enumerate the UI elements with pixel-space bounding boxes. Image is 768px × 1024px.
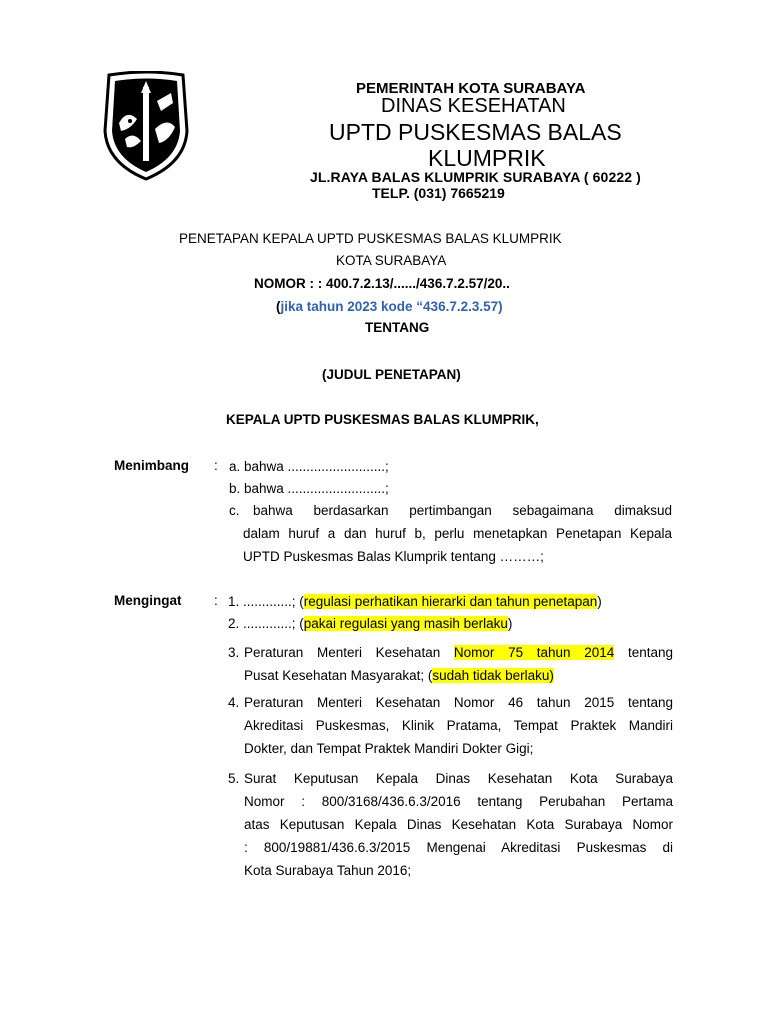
item-4-line: Akreditasi Puskesmas, Klinik Pratama, Tempat Praktek Mandiri [244, 718, 673, 733]
title-kepala: KEPALA UPTD PUSKESMAS BALAS KLUMPRIK, [226, 412, 539, 427]
item-3-highlight: Nomor 75 tahun 2014 [453, 645, 615, 660]
mengingat-colon: : [214, 593, 218, 608]
item-1-highlight: regulasi perhatikan hierarki dan tahun penetapan [303, 594, 598, 609]
mengingat-label: Mengingat [114, 593, 182, 608]
item-5-line: Surat Keputusan Kepala Dinas Kesehatan Kota Surabaya [244, 771, 673, 786]
mengingat-item-3-num: 3. [228, 645, 240, 660]
item-3-line-1 [244, 641, 673, 664]
item-5-line: Kota Surabaya Tahun 2016; [244, 863, 412, 878]
item-2-prefix: 2. .............; ( [228, 616, 304, 631]
mengingat-item-3 [244, 641, 673, 687]
item-3-highlight-2: sudah tidak berlaku) [432, 668, 554, 683]
mengingat-item-4-num: 4. [228, 695, 240, 710]
item-3-text-c: Pusat Kesehatan Masyarakat; ( [244, 668, 433, 683]
menimbang-c-line: bahwa berdasarkan pertimbangan sebagaimana dimaksud [253, 503, 672, 518]
item-3-line-2 [244, 664, 673, 687]
item-1-prefix: 1. .............; ( [228, 594, 304, 609]
mengingat-item-1 [228, 594, 602, 609]
title-judul: (JUDUL PENETAPAN) [322, 367, 461, 382]
mengingat-item-2 [228, 616, 512, 631]
header-uptd: UPTD PUSKESMAS BALAS [329, 119, 622, 145]
item-5-line: : 800/19881/436.6.3/2015 Mengenai Akreditasi Puskesmas di [244, 840, 673, 855]
header-department: DINAS KESEHATAN [381, 95, 566, 117]
item-5-line: atas Keputusan Kepala Dinas Kesehatan Kota Surabaya Nomor [244, 817, 673, 832]
menimbang-item-b: b. bahwa ..........................; [229, 481, 389, 496]
item-4-line: Peraturan Menteri Kesehatan Nomor 46 tahun 2015 tentang [244, 695, 673, 710]
note-paren: ( [276, 299, 281, 314]
menimbang-item-c-num: c. [229, 503, 240, 518]
title-note [276, 299, 503, 314]
title-line-1: PENETAPAN KEPALA UPTD PUSKESMAS BALAS KLUMPRIK [179, 231, 562, 246]
item-4-line: Dokter, dan Tempat Praktek Mandiri Dokter Gigi; [244, 741, 534, 756]
header-uptd-cont: KLUMPRIK [428, 145, 546, 171]
item-2-suffix: ) [507, 616, 513, 631]
item-1-suffix: ) [597, 594, 602, 609]
header-government: PEMERINTAH KOTA SURABAYA [356, 80, 586, 97]
item-3-text-b: tentang [627, 645, 674, 660]
item-5-line: Nomor : 800/3168/436.6.3/2016 tentang Perubahan Pertama [244, 794, 673, 809]
title-nomor: NOMOR : : 400.7.2.13/....../436.7.2.57/20.. [254, 276, 510, 291]
menimbang-label: Menimbang [114, 458, 190, 473]
mengingat-item-5-num: 5. [228, 771, 240, 786]
menimbang-colon: : [214, 458, 218, 473]
menimbang-item-c [243, 499, 672, 568]
menimbang-item-a: a. bahwa ..........................; [229, 459, 389, 474]
mengingat-item-5 [244, 767, 673, 882]
item-2-highlight: pakai regulasi yang masih berlaku [303, 616, 508, 631]
item-3-text-a: Peraturan Menteri Kesehatan [244, 645, 441, 660]
title-tentang: TENTANG [365, 320, 430, 335]
city-seal-logo [101, 71, 191, 181]
note-text: jika tahun 2023 kode “436.7.2.3.57) [280, 299, 503, 314]
header-address: JL.RAYA BALAS KLUMPRIK SURABAYA ( 60222 ) [310, 169, 641, 185]
title-line-2: KOTA SURABAYA [336, 253, 447, 268]
header-phone: TELP. (031) 7665219 [372, 185, 505, 201]
menimbang-c-line: UPTD Puskesmas Balas Klumprik tentang ………; [243, 549, 544, 564]
menimbang-c-line: dalam huruf a dan huruf b, perlu menetapkan Penetapan Kepala [243, 526, 672, 541]
mengingat-item-4 [244, 691, 673, 760]
